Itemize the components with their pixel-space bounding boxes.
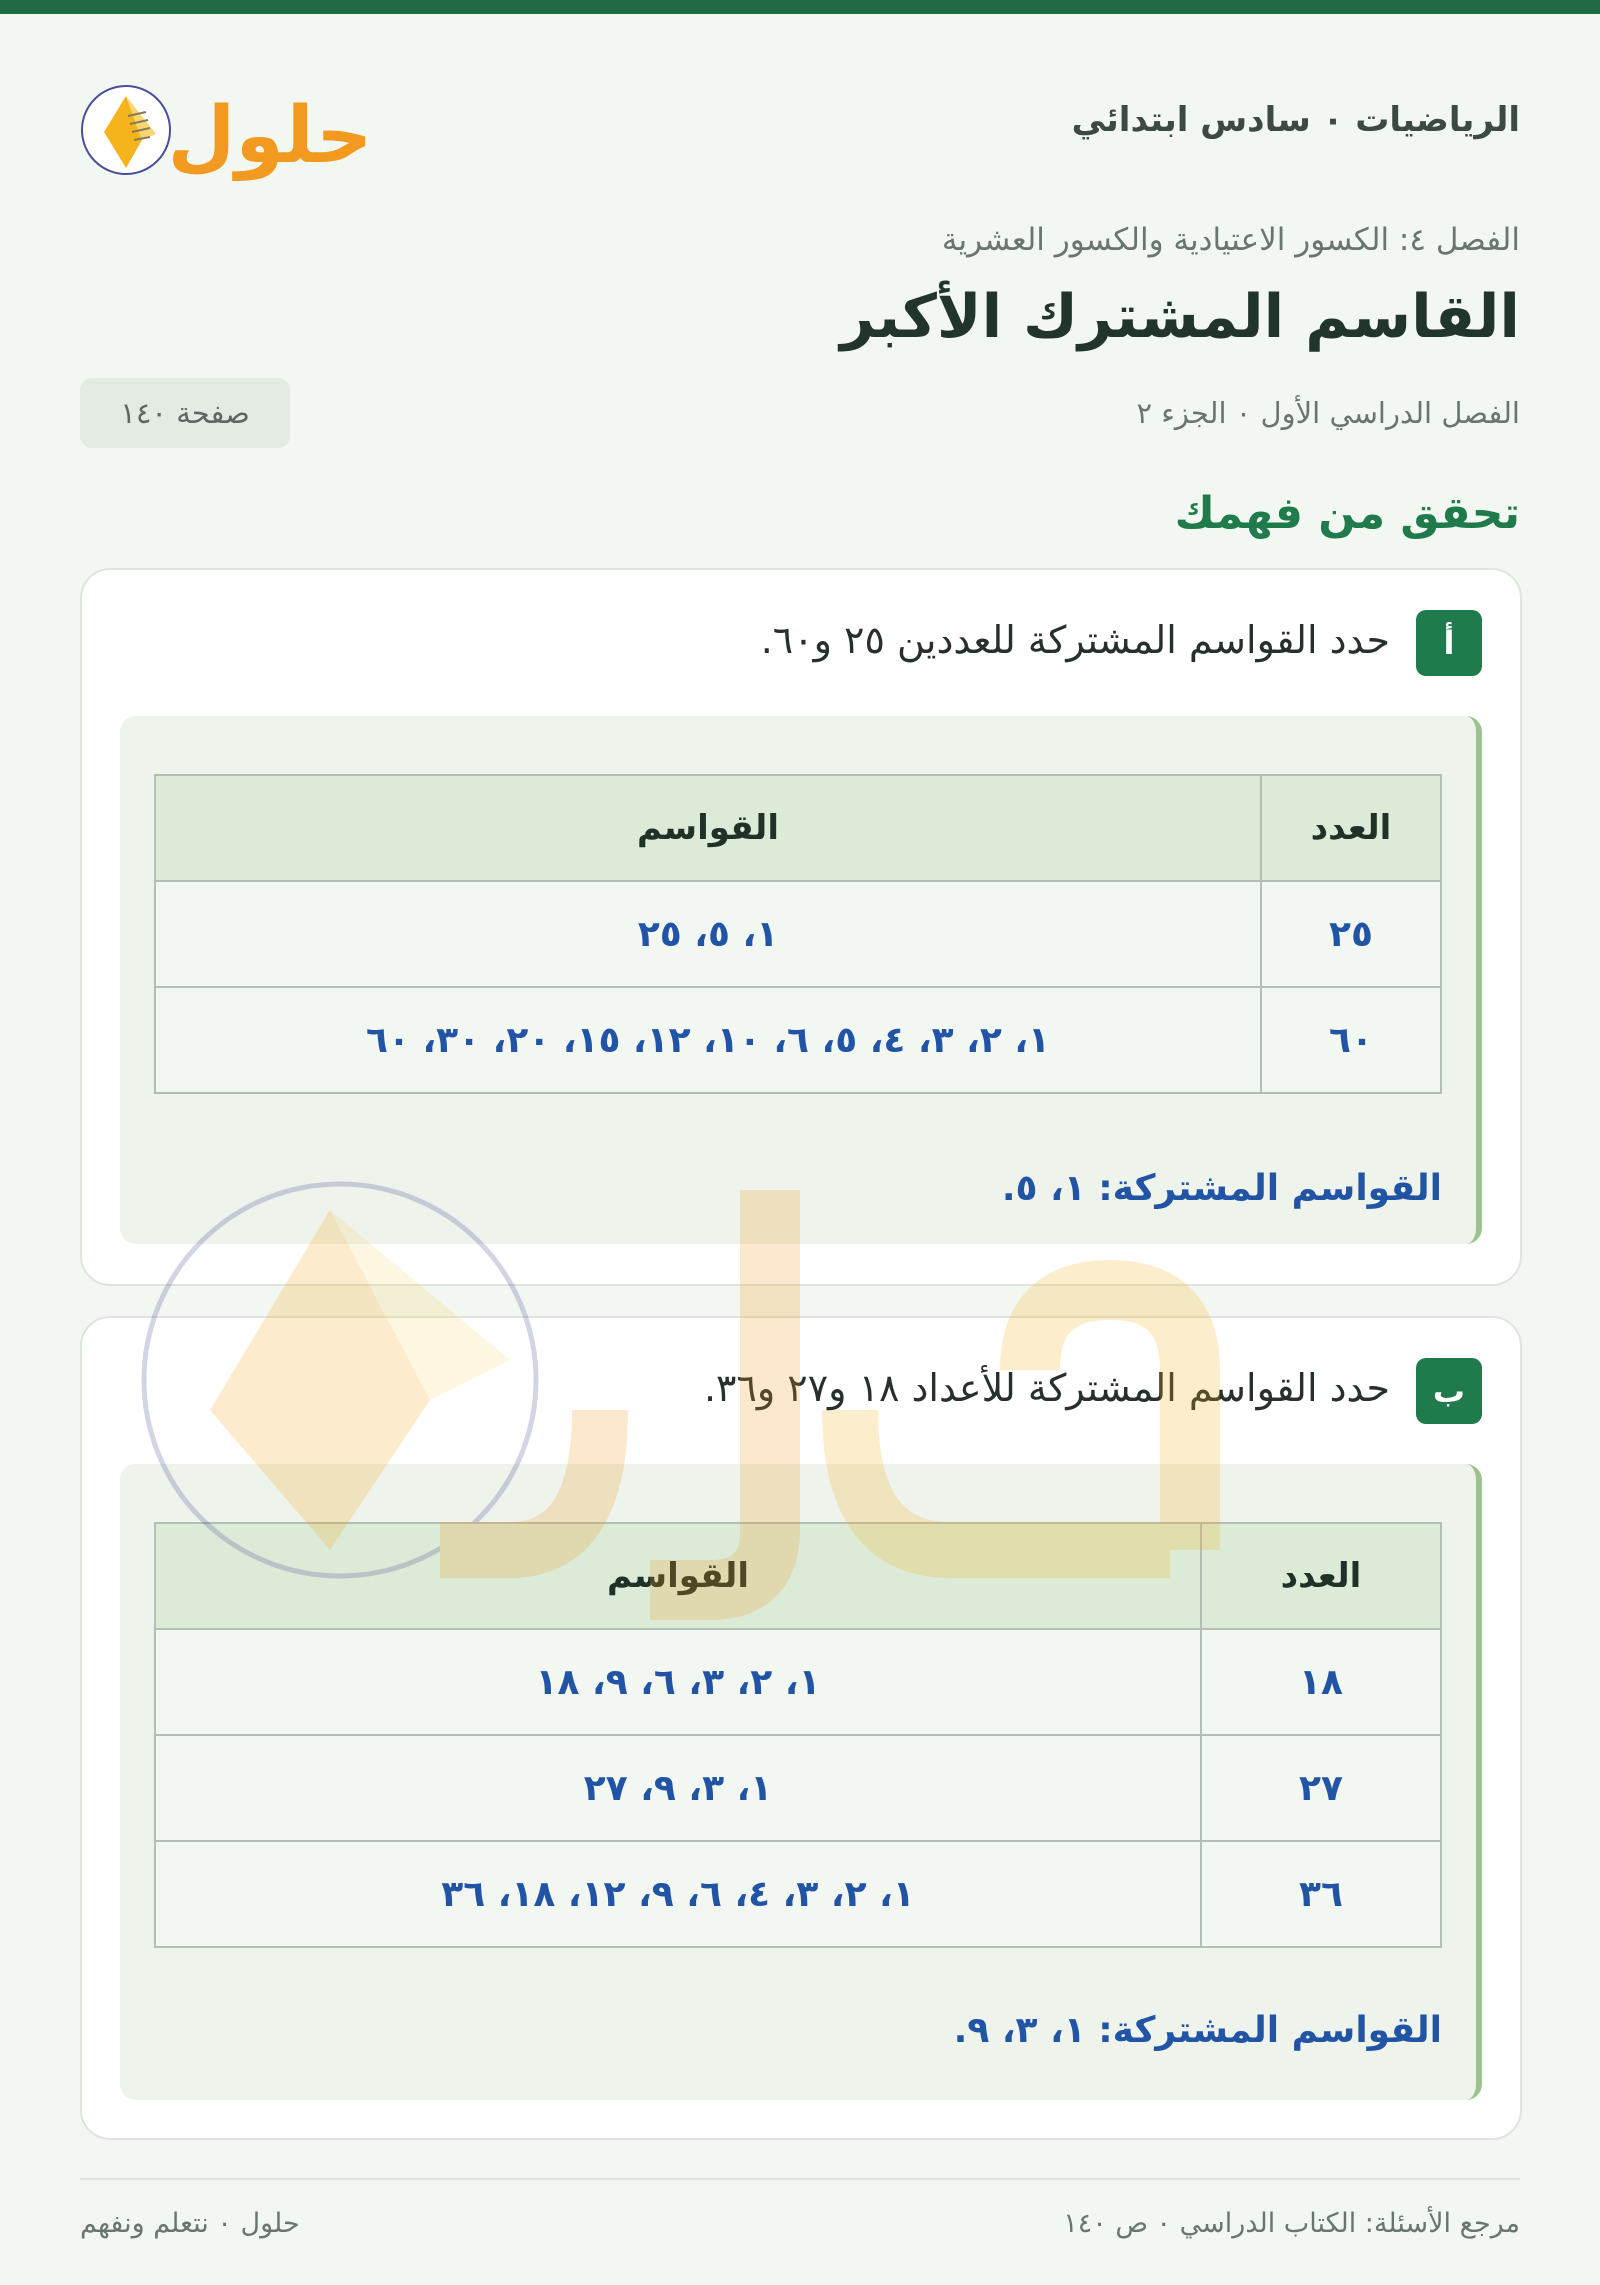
- answer-box: [120, 716, 1482, 1244]
- question-text: حدد القواسم المشتركة للأعداد ١٨ و٢٧ و٣٦.: [703, 1366, 1390, 1410]
- factors-column-header: القواسم: [155, 775, 1261, 881]
- number-column-header: العدد: [1261, 775, 1441, 881]
- page-header: [80, 60, 1520, 200]
- number-column-header: العدد: [1201, 1523, 1441, 1629]
- question-card-b: [80, 1316, 1522, 2140]
- page-number-badge: صفحة ١٤٠: [80, 378, 290, 448]
- number-cell: ٢٧: [1201, 1735, 1441, 1841]
- chapter-label: الفصل ٤: الكسور الاعتيادية والكسور العشرية: [941, 222, 1520, 258]
- factors-cell: ١، ٥، ٢٥: [155, 881, 1261, 987]
- table-row: [155, 1735, 1441, 1841]
- factors-table: [154, 774, 1442, 1094]
- table-row: [155, 987, 1441, 1093]
- footer-reference: مرجع الأسئلة: الكتاب الدراسي ۰ ص ١٤٠: [1063, 2208, 1520, 2239]
- footer-brand: حلول ۰ نتعلم ونفهم: [80, 2208, 300, 2239]
- number-cell: ٣٦: [1201, 1841, 1441, 1947]
- svg-text:حلول: حلول: [167, 91, 373, 181]
- factors-column-header: القواسم: [155, 1523, 1201, 1629]
- question-badge: ب: [1416, 1358, 1482, 1424]
- table-header-row: [155, 1523, 1441, 1629]
- number-cell: ٦٠: [1261, 987, 1441, 1093]
- answer-box: [120, 1464, 1482, 2100]
- section-title: تحقق من فهمك: [1174, 488, 1520, 539]
- logo-icon: [80, 60, 380, 200]
- factors-cell: ١، ٢، ٣، ٦، ٩، ١٨: [155, 1629, 1201, 1735]
- factors-cell: ١، ٢، ٣، ٤، ٥، ٦، ١٠، ١٢، ١٥، ٢٠، ٣٠، ٦٠: [155, 987, 1261, 1093]
- top-accent-bar: [0, 0, 1600, 14]
- question-text: حدد القواسم المشتركة للعددين ٢٥ و٦٠.: [760, 618, 1390, 662]
- table-header-row: [155, 775, 1441, 881]
- table-row: [155, 1629, 1441, 1735]
- factors-table: [154, 1522, 1442, 1948]
- factors-cell: ١، ٣، ٩، ٢٧: [155, 1735, 1201, 1841]
- term-meta: الفصل الدراسي الأول ۰ الجزء ٢: [1136, 396, 1520, 430]
- common-factors-answer: القواسم المشتركة: ١، ٣، ٩.: [953, 2010, 1442, 2051]
- number-cell: ٢٥: [1261, 881, 1441, 987]
- page-title: القاسم المشترك الأكبر: [840, 282, 1520, 352]
- table-row: [155, 881, 1441, 987]
- hulul-logo[interactable]: [80, 60, 380, 200]
- factors-cell: ١، ٢، ٣، ٤، ٦، ٩، ١٢، ١٨، ٣٦: [155, 1841, 1201, 1947]
- question-badge: أ: [1416, 610, 1482, 676]
- table-row: [155, 1841, 1441, 1947]
- question-card-a: [80, 568, 1522, 1286]
- footer-divider: [80, 2178, 1520, 2180]
- number-cell: ١٨: [1201, 1629, 1441, 1735]
- common-factors-answer: القواسم المشتركة: ١، ٥.: [1001, 1168, 1442, 1209]
- subject-line: الرياضيات ۰ سادس ابتدائي: [1071, 100, 1520, 140]
